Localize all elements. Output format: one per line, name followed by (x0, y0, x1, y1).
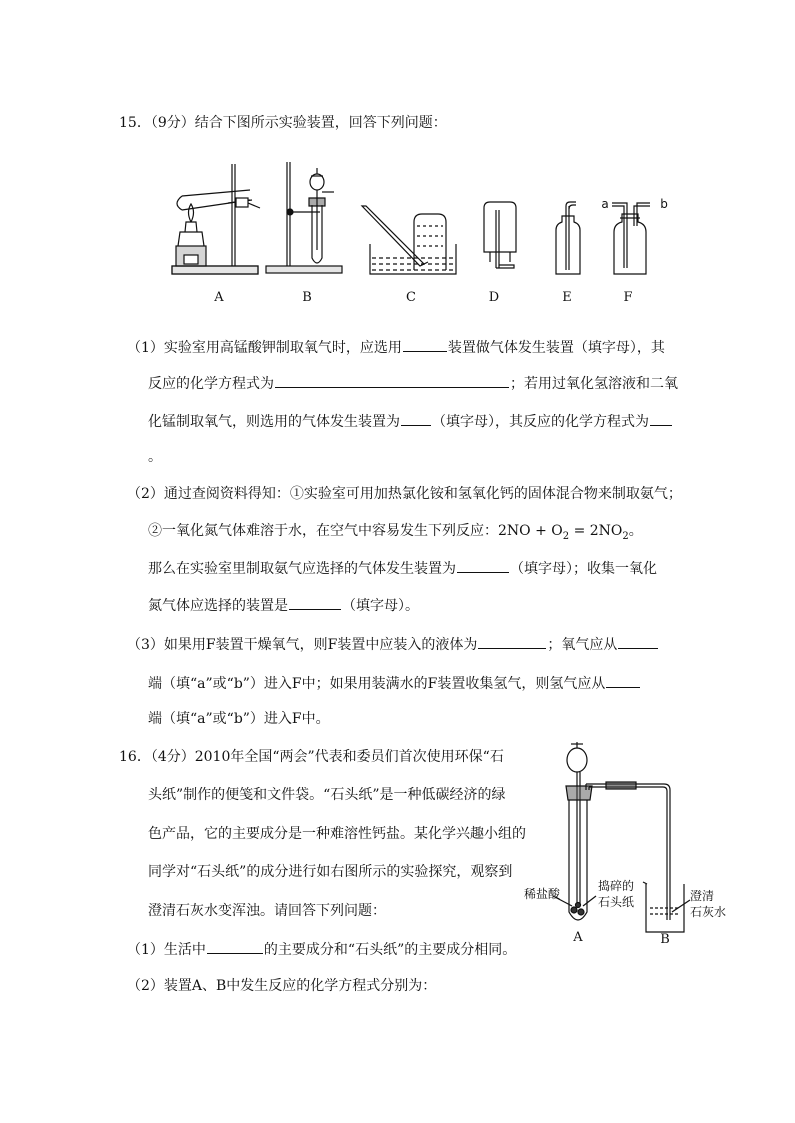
subscript: 2 (562, 530, 570, 542)
label-dilute-hcl: 稀盐酸 (524, 887, 561, 901)
text: 化锰制取氧气，则选用的气体发生装置为 (148, 414, 400, 430)
text: 的主要成分和“石头纸”的主要成分相同。 (263, 942, 517, 958)
q16-line4: 同学对“石头纸”的成分进行如右图所示的实验探究，观察到 (148, 864, 513, 880)
figure-label-f: F (623, 290, 633, 305)
text: = 2NO (569, 523, 623, 539)
q16-line1: 16．（4分）2010年全国“两会”代表和委员们首次使用环保“石 (119, 749, 504, 765)
q15-part1-line4: 。 (148, 449, 162, 465)
figure-label-a: A (214, 290, 224, 305)
port-a-label: a (601, 197, 609, 211)
text: 石头纸 (598, 895, 635, 909)
figure-label-e: E (562, 290, 572, 305)
text: 捣碎的 (598, 879, 635, 893)
text: （3）如果用F装置干燥氧气，则F装置中应装入的液体为 (127, 637, 478, 653)
q16-line3: 色产品，它的主要成分是一种难溶性钙盐。某化学兴趣小组的 (148, 826, 526, 842)
label-crushed-stone-paper (598, 878, 634, 910)
q16-line2: 头纸”制作的便笺和文件袋。“石头纸”是一种低碳经济的绿 (148, 787, 506, 803)
q15-title: 15．（9分）结合下图所示实验装置，回答下列问题： (119, 115, 447, 131)
figure-label-b: B (302, 290, 312, 305)
figure16-label-b: B (660, 932, 670, 947)
subscript: 2 (622, 530, 629, 542)
text: 反应的化学方程式为 (148, 376, 274, 392)
text: 那么在实验室里制取氨气应选择的气体发生装置为 (148, 561, 456, 577)
text: （1）生活中 (127, 942, 206, 958)
figure-label-c: C (406, 290, 416, 305)
text: （填字母）；收集一氧化 (510, 561, 657, 577)
text: 澄清 (690, 889, 715, 903)
text: ②一氧化氮气体难溶于水，在空气中容易发生下列反应：2NO + O (148, 523, 563, 539)
q16-line5: 澄清石灰水变浑浊。请回答下列问题： (148, 903, 386, 919)
text: 装置做气体发生装置（填字母），其 (447, 340, 665, 356)
text: ；氧气应从 (547, 637, 618, 653)
q16-sub2: （2）装置A、B中发生反应的化学方程式分别为： (127, 978, 437, 994)
label-clear-limewater (690, 888, 726, 920)
text: 。 (628, 523, 643, 539)
port-b-label: b (660, 197, 668, 211)
text: ；若用过氧化氢溶液和二氧 (510, 376, 678, 392)
text: 石灰水 (690, 905, 727, 919)
q15-part2-line1: （2）通过查阅资料得知：①实验室可用加热氯化铵和氢氧化钙的固体混合物来制取氨气； (127, 486, 682, 502)
text: （填字母）。 (342, 598, 419, 614)
text: 氮气体应选择的装置是 (148, 598, 288, 614)
text: （1）实验室用高锰酸钾制取氧气时，应选用 (127, 340, 402, 356)
q15-part3-line3: 端（填“a”或“b”）进入F中。 (148, 711, 330, 727)
text: （填字母），其反应的化学方程式为 (432, 414, 649, 430)
text: 端（填“a”或“b”）进入F中；如果用装满水的F装置收集氢气，则氢气应从 (148, 676, 606, 692)
figure16-label-a: A (573, 930, 583, 945)
figure-label-d: D (488, 290, 500, 305)
